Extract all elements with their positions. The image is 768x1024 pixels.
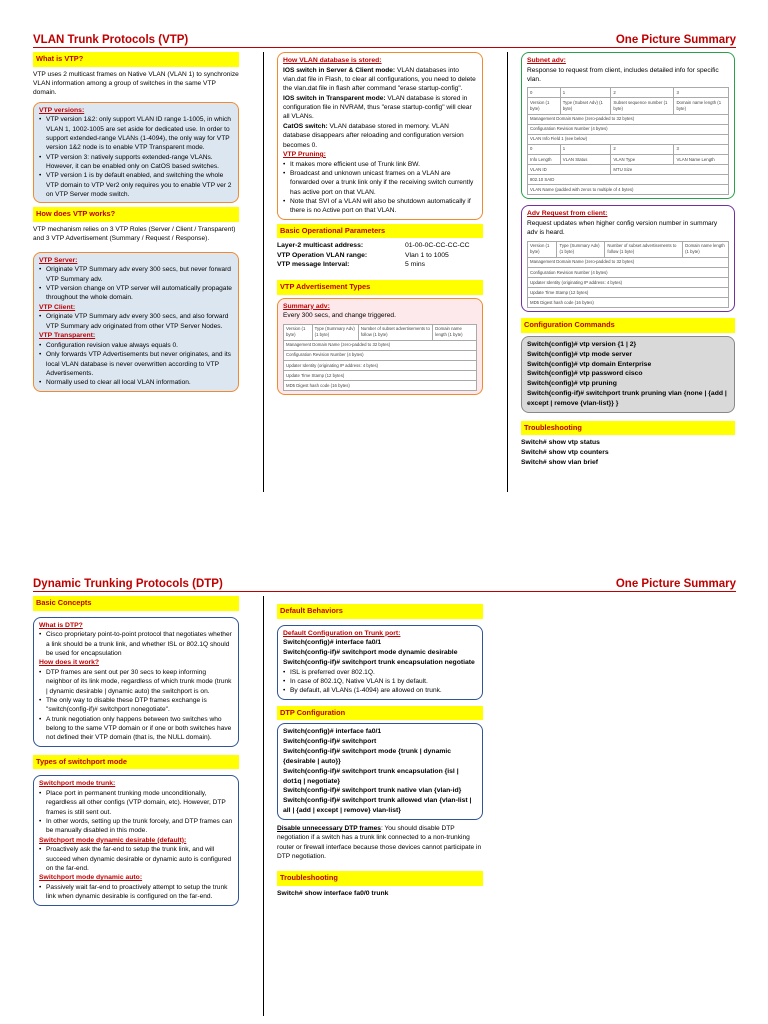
list-item: • In other words, setting up the trunk forcely, and DTP frames can be manually disabled in this mode.: [39, 817, 233, 836]
column-divider: [263, 52, 264, 492]
what-is-dtp-title: What is DTP?: [39, 621, 83, 629]
request-adv-packet-table: Version (1 byte) Type (Summary Adv) (1 byte) Number of subset advertisements to follow (1 byte) Domain name length (1 byte) Management Domain Name (zero-padded to 32 bytes) Configuration Revision Number (4 bytes) Updater Identity (originating IP address: 4 bytes) Update Time Stamp (12 bytes) MD5 Digest hash code (16 bytes): [527, 241, 729, 309]
config-commands-header: Configuration Commands: [521, 318, 735, 333]
command-line: Switch(config-if)# switchport mode {trunk | dynamic {desirable | auto}}: [283, 747, 452, 765]
list-item: • Proactively ask the far-end to setup the trunk link, and will succeed when dynamic desirable or dynamic auto is configured on the far-end.: [39, 845, 233, 873]
dtp-page: [0, 570, 768, 1024]
disable-dtp-note: Disable unnecessary DTP frames: You should disable DTP negotiation if a switch has a trunk link connected to a non-trunking router or firewall interface because those devices cannot participate in DTP negotiation.: [277, 824, 482, 860]
dtp-config-box: [277, 723, 483, 820]
vtp-title: VLAN Trunk Protocols (VTP): [33, 34, 189, 46]
vtp-troubleshooting-header: Troubleshooting: [521, 421, 735, 436]
summary-adv-packet-table: Version (1 byte) Type (Summary Adv) (1 byte) Number of subset advertisements to follow (1 byte) Domain name length (1 byte) Management Domain Name (zero-padded to 32 bytes) Configuration Revision Number (4 bytes) Updater Identity (originating IP address: 4 bytes) Update Time Stamp (12 bytes) MD5 Digest hash code (16 bytes): [283, 324, 477, 392]
command-line: Switch(config-if)# switchport trunk encapsulation {isl | dot1q | negotiate}: [283, 767, 459, 785]
list-item: • Note that SVI of a VLAN will also be shutdown automatically if there is no Active port on that VLAN.: [283, 197, 477, 216]
column-divider: [263, 596, 264, 1016]
basic-params: [277, 241, 483, 270]
adv-types-header: VTP Advertisement Types: [277, 280, 483, 295]
request-adv-title: Adv Request from client:: [527, 210, 608, 218]
dtp-title-bar: [33, 574, 736, 592]
command-line: Switch(config)# vtp domain Enterprise: [527, 360, 652, 368]
vtp-pruning-title: VTP Pruning:: [283, 150, 326, 158]
command-line: Switch# show interface fa0/0 trunk: [277, 889, 389, 897]
request-adv-box: [521, 205, 735, 312]
list-item: • Place port in permanent trunking mode unconditionally, regardless all other configs (VTP domain, etc). However, DTP frames is still sent out.: [39, 789, 233, 817]
list-item: • Originate VTP Summary adv every 300 secs, but never forward VTP Summary adv.: [39, 265, 233, 284]
list-item: • Normally used to clear all local VLAN information.: [39, 378, 233, 387]
what-is-vtp-header: What is VTP?: [33, 52, 239, 67]
list-item: • Only forwards VTP Advertisements but never originates, and its local VLAN database is never overwritten according to VTP Advertisements.: [39, 350, 233, 378]
command-line: Switch(config-if)# switchport trunk native vlan {vlan-id}: [283, 787, 462, 795]
command-line: Switch(config-if)# switchport mode dynamic desirable: [283, 649, 458, 656]
subset-adv-packet-table: 0 1 2 3 Version (1 byte) Type (Subset Adv) (1 byte) Subset sequence number (1 byte) Domain name length (1 byte) Management Domain Name (zero-padded to 32 bytes) Configuration Revision Number (4 bytes) VLAN Info Field 1 (see below) 0 1 2 3 Info Length VLAN Status VLAN Type VLAN Name Length VLAN ID MTU Size 802.10 SAID VLAN Name (padded with zeros to multiple of 4 bytes): [527, 87, 729, 195]
dtp-column-1: [33, 596, 239, 910]
vtp-summary-label: One Picture Summary: [615, 34, 736, 46]
command-line: Switch(config)# vtp version {1 | 2}: [527, 340, 637, 348]
command-line: Switch(config)# vtp mode server: [527, 350, 632, 358]
command-line: Switch(config-if)# switchport trunk allowed vlan {vlan-list | all | {add | except | remove} vlan-list}: [283, 797, 472, 815]
vlan-db-box: [277, 52, 483, 220]
vtp-transparent-title: VTP Transparent:: [39, 332, 96, 340]
default-config-title: Default Configuration on Trunk port:: [283, 629, 401, 637]
request-adv-text: Request updates when higher config version number in summary adv is heard.: [527, 220, 718, 237]
param-row: VTP message Interval: 5 mins: [277, 261, 426, 269]
command-line: Switch(config)# vtp pruning: [527, 380, 617, 388]
vtp-title-bar: [33, 30, 736, 48]
list-item: • Cisco proprietary point-to-point protocol that negotiates whether a link should be a trunk link, and whether ISL or 802.1Q should be used for encapsulation: [39, 630, 233, 658]
default-config-commands: [283, 638, 477, 668]
list-item: • VTP version 1&2: only support VLAN ID range 1-1005, in which VLAN 1, 1002-1005 are set aside for dedicated use. In order to support extended-range VLANs (1-4094), the only way for VTP version 1&2 node is to enable VTP Transparent mode.: [39, 115, 233, 152]
dtp-summary-label: One Picture Summary: [615, 578, 736, 590]
list-item: • Configuration revision value always equals 0.: [39, 341, 233, 350]
basic-concepts-header: Basic Concepts: [33, 596, 239, 611]
vtp-column-3: [521, 52, 735, 468]
config-commands-box: [521, 336, 735, 413]
command-line: Switch# show vlan brief: [521, 459, 599, 467]
dtp-troubleshooting-header: Troubleshooting: [277, 871, 483, 886]
vtp-versions-title: VTP versions:: [39, 106, 85, 114]
dtp-column-2: [277, 604, 483, 899]
summary-adv-box: [277, 298, 483, 396]
vlan-db-line: CatOS switch: VLAN database stored in memory. VLAN database disappears after reloading and configuration version becomes 0.: [283, 122, 464, 149]
what-is-vtp-text: VTP uses 2 multicast frames on Native VLAN (VLAN 1) to synchronize VLAN information among a group of switches in the same VTP domain.: [33, 70, 239, 97]
list-item: • The only way to disable these DTP frames exchange is "switch(config-if)# switchport nonegotiate".: [39, 696, 233, 715]
list-item: • It makes more efficient use of Trunk link BW.: [283, 160, 477, 169]
list-item: • In case of 802.1Q, Native VLAN is 1 by default.: [283, 677, 477, 686]
how-vtp-works-header: How does VTP works?: [33, 207, 239, 222]
summary-adv-title: Summary adv:: [283, 302, 330, 310]
command-line: Switch(config)# interface fa0/1: [283, 728, 382, 736]
dtp-config-header: DTP Configuration: [277, 706, 483, 721]
command-line: Switch(config)# interface fa0/1: [283, 639, 382, 647]
list-item: • A trunk negotiation only happens between two switches who belong to the same VTP domain or if one or both switches have not defined their VTP domain (that is, the NULL domain).: [39, 715, 233, 743]
list-item: • DTP frames are sent out per 30 secs to keep informing neighbor of its link mode, regardless of which trunk mode (trunk | dynamic desirable | dynamic auto) the switchport is on.: [39, 668, 233, 696]
vtp-column-1: [33, 52, 239, 396]
column-divider: [507, 52, 508, 492]
vtp-troubleshooting-commands: [521, 438, 735, 468]
command-line: Switch# show vtp counters: [521, 449, 609, 457]
list-item: • VTP version 3: natively supports extended-range VLANs. However, it can be enabled only on CatOS based switches.: [39, 153, 233, 172]
vtp-column-2: [277, 52, 483, 399]
vtp-client-title: VTP Client:: [39, 303, 76, 311]
list-item: • Passively wait far-end to proactively attempt to setup the trunk link when dynamic desirable is configured on the far-end.: [39, 883, 233, 902]
subset-adv-box: [521, 52, 735, 199]
summary-adv-text: Every 300 secs, and change triggered.: [283, 312, 396, 320]
list-item: • VTP version 1 is by default enabled, and switching the whole VTP domain to VTP Ver2 only requires you to enable VTP ver 2 on VTP Server mode switch.: [39, 171, 233, 199]
dtp-basics-box: [33, 617, 239, 747]
list-item: • ISL is preferred over 802.1Q.: [283, 668, 477, 677]
vtp-roles-box: [33, 252, 239, 392]
mode-trunk-title: Switchport mode trunk:: [39, 780, 116, 788]
command-line: Switch(config)# vtp password cisco: [527, 370, 643, 378]
command-line: Switch(config-if)# switchport trunk encapsulation negotiate: [283, 658, 475, 666]
vlan-db-line: IOS switch in Transparent mode: VLAN database is stored in configuration file in NVRAM, thus "erase startup-config" will clear all VLANs.: [283, 94, 472, 121]
subset-adv-title: Subnet adv:: [527, 57, 566, 64]
list-item: • By default, all VLANs (1-4094) are allowed on trunk.: [283, 686, 477, 695]
vtp-server-title: VTP Server:: [39, 256, 78, 264]
basic-params-header: Basic Operational Parameters: [277, 224, 483, 239]
subset-adv-text: Response to request from client, includes detailed info for specific vlan.: [527, 66, 719, 83]
switchport-types-header: Types of switchport mode: [33, 755, 239, 770]
list-item: • Broadcast and unknown unicast frames on a VLAN are forwarded over a trunk link only if the receiving switch currently has active port on that VLAN.: [283, 169, 477, 197]
command-line: Switch(config-if)# switchport trunk pruning vlan {none | {add | except | remove {vlan-list}} }: [527, 390, 727, 407]
param-row: VTP Operation VLAN range: Vlan 1 to 1005: [277, 251, 449, 259]
param-row: Layer-2 multicast address: 01-00-0C-CC-CC-CC: [277, 242, 470, 250]
vtp-page: [0, 0, 768, 500]
dtp-troubleshooting-commands: [277, 889, 483, 899]
list-item: • VTP version change on VTP server will automatically propagate throughout the whole domain.: [39, 284, 233, 303]
how-dtp-works-title: How does it work?: [39, 659, 100, 667]
dtp-title: Dynamic Trunking Protocols (DTP): [33, 578, 223, 590]
list-item: • Originate VTP Summary adv every 300 secs, and also forward VTP Summary adv originated from other VTP Server Nodes.: [39, 312, 233, 331]
how-vtp-works-text: VTP mechanism relies on 3 VTP Roles (Server / Client / Transparent) and 3 VTP Advertisement (Summary / Request / Response).: [33, 225, 236, 243]
mode-desirable-title: Switchport mode dynamic desirable (default):: [39, 836, 187, 844]
vlan-db-title: How VLAN database is stored:: [283, 57, 382, 64]
vlan-db-line: IOS switch in Server & Client mode: VLAN databases into vlan.dat file in Flash, to clear all configurations, you need to delete the vlan.dat file in flash after command "erase startup-config".: [283, 66, 476, 93]
command-line: Switch(config-if)# switchport: [283, 738, 377, 746]
default-config-box: [277, 625, 483, 700]
vtp-versions-box: [33, 102, 239, 204]
command-line: Switch# show vtp status: [521, 439, 600, 447]
mode-auto-title: Switchport mode dynamic auto:: [39, 874, 143, 882]
switchport-types-box: [33, 775, 239, 906]
default-behaviors-header: Default Behaviors: [277, 604, 483, 619]
